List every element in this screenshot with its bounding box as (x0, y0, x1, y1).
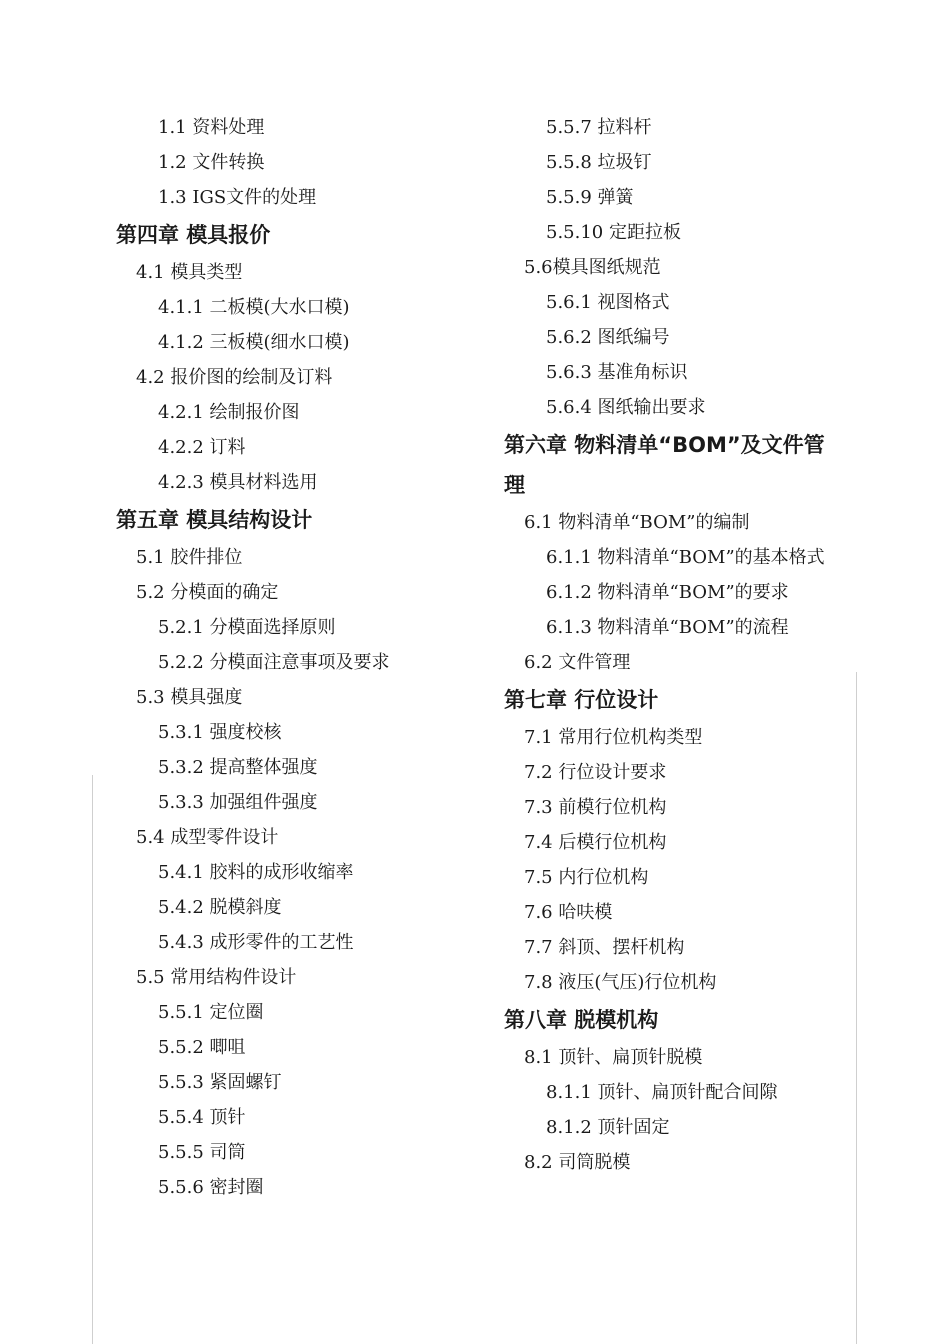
toc-chapter-heading: 第六章 物料清单“BOM”及文件管理 (504, 433, 825, 497)
toc-section-entry: 7.5 内行位机构 (524, 867, 649, 888)
toc-subsection-entry: 5.5.2 唧咀 (158, 1037, 246, 1058)
toc-section-entry: 6.2 文件管理 (524, 652, 631, 673)
toc-subsection-entry: 1.2 文件转换 (158, 152, 265, 173)
toc-chapter-heading: 第四章 模具报价 (116, 223, 271, 247)
toc-section-entry: 5.3 模具强度 (136, 687, 243, 708)
toc-subsection-entry: 5.4.1 胶料的成形收缩率 (158, 862, 354, 883)
toc-section-entry: 7.4 后模行位机构 (524, 832, 667, 853)
toc-subsection-entry: 6.1.1 物料清单“BOM”的基本格式 (546, 547, 825, 568)
toc-subsection-entry: 6.1.2 物料清单“BOM”的要求 (546, 582, 789, 603)
toc-subsection-entry: 5.5.9 弹簧 (546, 187, 634, 208)
toc-subsection-entry: 1.3 IGS文件的处理 (158, 187, 317, 208)
toc-section-entry: 7.7 斜顶、摆杆机构 (524, 937, 685, 958)
toc-subsection-entry: 5.5.1 定位圈 (158, 1002, 264, 1023)
toc-section-entry: 5.1 胶件排位 (136, 547, 243, 568)
toc-subsection-entry: 5.5.6 密封圈 (158, 1177, 264, 1198)
toc-chapter-heading: 第五章 模具结构设计 (116, 508, 313, 532)
toc-chapter-heading: 第八章 脱模机构 (504, 1008, 659, 1032)
toc-subsection-entry: 5.6.2 图纸编号 (546, 327, 670, 348)
toc-section-entry: 8.1 顶针、扁顶针脱模 (524, 1047, 703, 1068)
toc-subsection-entry: 5.4.3 成形零件的工艺性 (158, 932, 354, 953)
toc-section-entry: 8.2 司筒脱模 (524, 1152, 631, 1173)
toc-section-entry: 5.4 成型零件设计 (136, 827, 279, 848)
toc-subsection-entry: 8.1.1 顶针、扁顶针配合间隙 (546, 1082, 778, 1103)
toc-subsection-entry: 5.5.5 司筒 (158, 1142, 246, 1163)
toc-subsection-entry: 4.2.1 绘制报价图 (158, 402, 300, 423)
toc-subsection-entry: 5.5.7 拉料杆 (546, 117, 652, 138)
toc-section-entry: 7.3 前模行位机构 (524, 797, 667, 818)
toc-section-entry: 6.1 物料清单“BOM”的编制 (524, 512, 750, 533)
toc-subsection-entry: 4.1.2 三板模(细水口模) (158, 332, 350, 353)
toc-right-column (504, 110, 834, 1180)
toc-subsection-entry: 6.1.3 物料清单“BOM”的流程 (546, 617, 789, 638)
toc-section-entry: 5.6模具图纸规范 (524, 257, 661, 278)
page-border-left (92, 775, 93, 1344)
toc-subsection-entry: 5.5.8 垃圾钉 (546, 152, 652, 173)
toc-subsection-entry: 5.6.4 图纸输出要求 (546, 397, 706, 418)
toc-section-entry: 5.2 分模面的确定 (136, 582, 279, 603)
toc-section-entry: 5.5 常用结构件设计 (136, 967, 297, 988)
toc-subsection-entry: 5.5.4 顶针 (158, 1107, 246, 1128)
toc-chapter-heading: 第七章 行位设计 (504, 688, 659, 712)
toc-subsection-entry: 5.2.1 分模面选择原则 (158, 617, 336, 638)
toc-subsection-entry: 5.5.3 紧固螺钉 (158, 1072, 282, 1093)
toc-section-entry: 7.8 液压(气压)行位机构 (524, 972, 717, 993)
toc-subsection-entry: 5.4.2 脱模斜度 (158, 897, 282, 918)
toc-section-entry: 7.6 哈呋模 (524, 902, 613, 923)
toc-subsection-entry: 5.3.2 提高整体强度 (158, 757, 318, 778)
page-border-right (856, 672, 857, 1344)
toc-subsection-entry: 5.6.1 视图格式 (546, 292, 670, 313)
toc-subsection-entry: 5.6.3 基准角标识 (546, 362, 688, 383)
toc-subsection-entry: 4.1.1 二板模(大水口模) (158, 297, 350, 318)
toc-subsection-entry: 8.1.2 顶针固定 (546, 1117, 670, 1138)
toc-subsection-entry: 5.2.2 分模面注意事项及要求 (158, 652, 390, 673)
toc-subsection-entry: 4.2.3 模具材料选用 (158, 472, 318, 493)
toc-section-entry: 4.2 报价图的绘制及订料 (136, 367, 333, 388)
toc-left-column (116, 110, 476, 1205)
toc-subsection-entry: 5.3.3 加强组件强度 (158, 792, 318, 813)
toc-section-entry: 7.2 行位设计要求 (524, 762, 667, 783)
toc-section-entry: 7.1 常用行位机构类型 (524, 727, 703, 748)
toc-section-entry: 4.1 模具类型 (136, 262, 243, 283)
toc-subsection-entry: 5.3.1 强度校核 (158, 722, 282, 743)
toc-subsection-entry: 5.5.10 定距拉板 (546, 222, 681, 243)
toc-subsection-entry: 4.2.2 订料 (158, 437, 246, 458)
toc-subsection-entry: 1.1 资料处理 (158, 117, 265, 138)
